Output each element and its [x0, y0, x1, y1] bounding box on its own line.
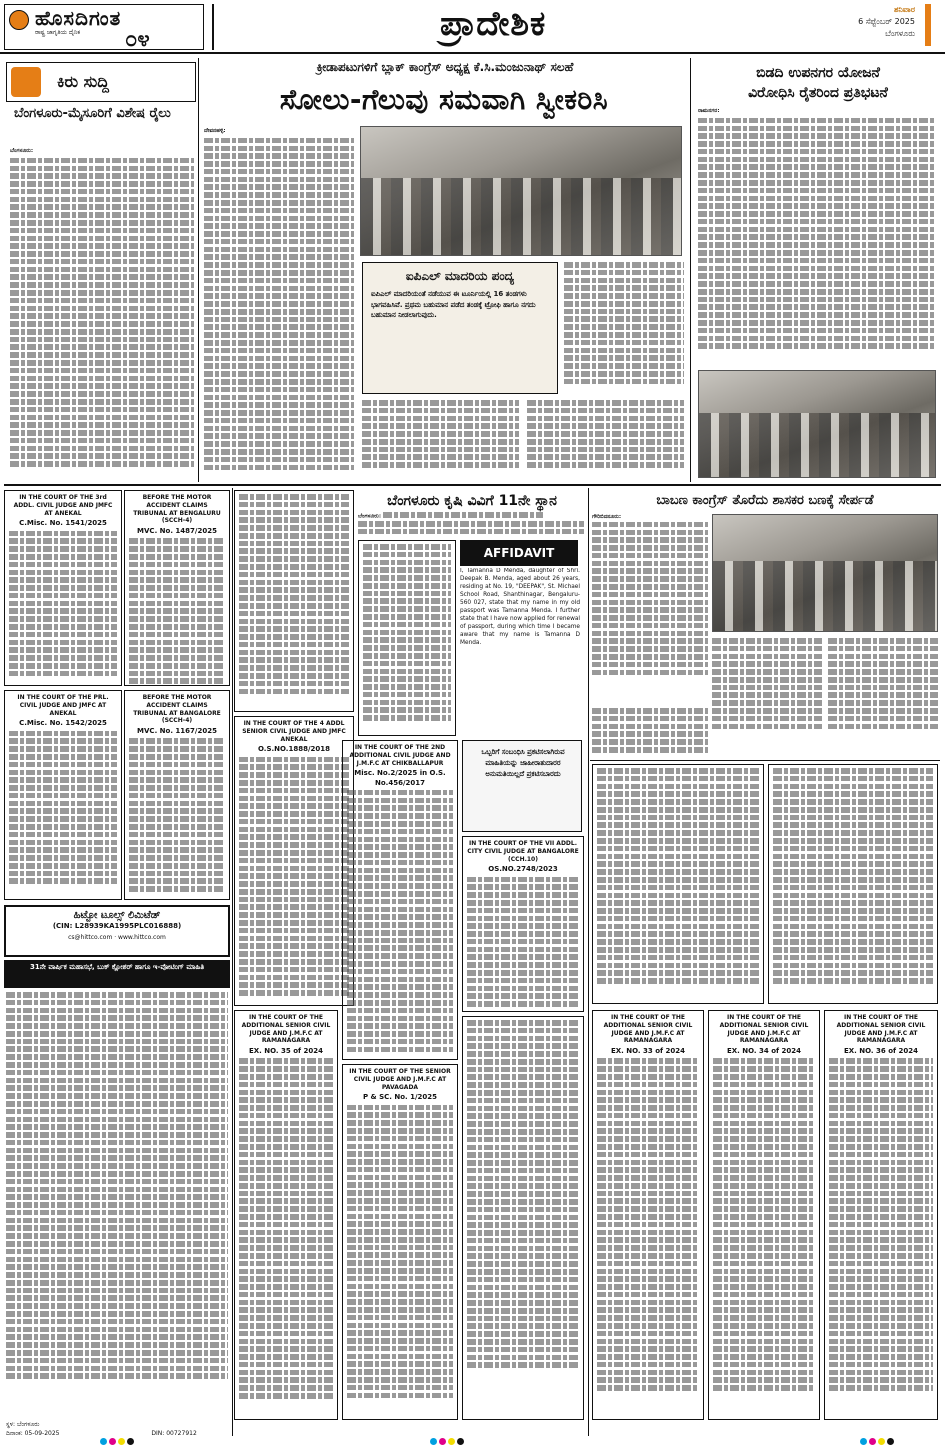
kirusuddi-label: ಕಿರು ಸುದ್ದಿ [57, 72, 109, 91]
lead-photo [360, 126, 682, 256]
lead-body-col1 [204, 128, 354, 478]
protest-photo [698, 370, 936, 478]
notice-case-number: Misc. No.2/2025 in O.S. No.456/2017 [354, 769, 446, 787]
court-notice [708, 1010, 820, 1420]
column-rule [588, 488, 589, 1436]
ad-website[interactable]: www.hittco.com [118, 934, 166, 942]
notice-case-number: OS.NO.2748/2023 [488, 865, 558, 874]
footer-din: DIN: 00727912 [151, 1430, 197, 1437]
ipl-body: ಐಪಿಎಲ್ ಮಾದರಿಯಂತೆ ನಡೆಯುವ ಈ ಟೂರ್ನಿಯಲ್ಲಿ 16 ತಂಡಗಳು ಭಾಗವಹಿಸಿವೆ. ಪ್ರಥಮ ಬಹುಮಾನ ಪಡೆದ ತಂಡಕ್ಕೆ ಟ್ರೋಫಿ ಹಾಗೂ ನಗದು ಬಹುಮಾನ ನೀಡಲಾಗುವುದು. [371, 290, 536, 319]
tribunal-notice [124, 490, 230, 686]
column-rule [690, 58, 691, 482]
affidavit-label: AFFIDAVIT [460, 540, 578, 566]
notice-title: BEFORE THE MOTOR ACCIDENT CLAIMS TRIBUNAL AT BANGALORE (SCCH-4) [133, 694, 221, 725]
notice-title: IN THE COURT OF THE ADDITIONAL SENIOR CIVIL JUDGE AND J.M.F.C AT RAMANAGARA [603, 1014, 693, 1045]
footer-place: ಸ್ಥಳ: ಬೆಂಗಳೂರು [6, 1421, 40, 1428]
affidavit-text: I, Tamanna D Menda, daughter of Shri. Deepak B. Menda, aged about 26 years, residing at No. 19, "DEEPAK", St. Michael School Road, Shanthinagar, Bengaluru-560 027, state that my name in my old passport was Tamanna Menda. I further state that I have now applied for renewal of passport, during which time I became aware that my name is Tamanna D Menda. [460, 568, 580, 646]
lead-body-bottom [362, 400, 684, 478]
notice-case-number: EX. NO. 33 of 2024 [611, 1047, 685, 1056]
kirusuddi-header [6, 62, 196, 102]
section-title: ಪ್ರಾದೇಶಿಕ [440, 4, 547, 44]
lead-kicker: ಕ್ರೀಡಾಪಟುಗಳಿಗೆ ಬ್ಲಾಕ್ ಕಾಂಗ್ರೆಸ್ ಅಧ್ಯಕ್ಷ ಕೆ.ಸಿ.ಮಂಜುನಾಥ್ ಸಲಹೆ [316, 60, 574, 74]
lead-headline: ಸೋಲು-ಗೆಲುವು ಸಮವಾಗಿ ಸ್ವೀಕರಿಸಿ [279, 83, 609, 116]
footer-date: ದಿನಾಂಕ: 05-09-2025 [6, 1430, 60, 1437]
kannada-disclaimer-box [462, 740, 582, 832]
kannada-disclaimer-text: ಒಬ್ಬರಿಗೆ ಸಂಬಂಧಿಸಿ ಪ್ರಕಟಿಸಲಾಗಿರುವ ಮಾಹಿತಿಯನ್ನು ಜಾಹೀರಾತುದಾರರ ಅನುಮತಿಯಿಲ್ಲದೆ ಪ್ರಕಟಿಸಬಾರದು [481, 748, 565, 779]
kannada-notice [358, 540, 456, 736]
kirusuddi-headline: ಬೆಂಗಳೂರು-ಮೈಸೂರಿಗೆ ವಿಶೇಷ ರೈಲು [14, 106, 171, 121]
notice-case-number: MVC. No. 1167/2025 [137, 727, 217, 736]
ad-company: ಹಿಟ್ಟೋ ಟೂಲ್ಸ್ ಲಿಮಿಟೆಡ್ [73, 910, 161, 921]
right-story-kicker: ಬಿಡದಿ ಉಪನಗರ ಯೋಜನೆ [756, 65, 880, 81]
court-notice [4, 690, 122, 900]
color-registration-marks [860, 1438, 896, 1446]
mid-story-headline: ಬೆಂಗಳೂರು ಕೃಷಿ ವಿವಿಗೆ 11ನೇ ಸ್ಥಾನ [387, 493, 557, 509]
gauribidanur-body-col2 [712, 638, 938, 754]
ipl-sidebar [362, 262, 558, 394]
party-joining-image [713, 561, 937, 631]
court-notice [4, 490, 122, 686]
ad-cin: (CIN: L28939KA1995PLC016888) [52, 922, 182, 931]
notice-case-number: O.S.NO.1888/2018 [258, 745, 330, 754]
court-notice [342, 740, 458, 1060]
tribunal-notice [124, 690, 230, 900]
gauribidanur-dateline: ಗೌರಿಬಿದನೂರು: [592, 514, 622, 520]
court-notice [234, 716, 354, 1006]
ad-footer [6, 1420, 226, 1438]
right-story-body [698, 108, 936, 366]
notice-case-number: EX. NO. 35 of 2024 [249, 1047, 323, 1056]
notice-title: IN THE COURT OF THE SENIOR CIVIL JUDGE AND J.M.F.C AT PAVAGADA [349, 1068, 451, 1091]
agm-notice-body [6, 992, 228, 1412]
kannada-notice [592, 764, 764, 1004]
kannada-notice [768, 764, 938, 1004]
notice-case-number: EX. NO. 36 of 2024 [844, 1047, 918, 1056]
notice-title: IN THE COURT OF THE 4 ADDL SENIOR CIVIL JUDGE AND JMFC ANEKAL [242, 720, 346, 743]
divider [590, 760, 940, 761]
issue-day: ಶನಿವಾರ [893, 5, 915, 14]
issue-city: ಬೆಂಗಳೂರು [885, 29, 915, 38]
notice-title: IN THE COURT OF THE 3rd ADDL. CIVIL JUDGE AND JMFC AT ANEKAL [13, 494, 113, 517]
notice-title: IN THE COURT OF THE ADDITIONAL SENIOR CIVIL JUDGE AND J.M.F.C AT RAMANAGARA [719, 1014, 809, 1045]
notice-title: IN THE COURT OF THE ADDITIONAL SENIOR CIVIL JUDGE AND J.M.F.C AT RAMANAGARA [836, 1014, 926, 1045]
issue-date: 6 ಸೆಪ್ಟೆಂಬರ್ 2025 [858, 17, 915, 26]
notice-case-number: MVC. No. 1487/2025 [137, 527, 217, 536]
section-divider [4, 484, 941, 486]
hittco-ad: ಹಿಟ್ಟೋ ಟೂಲ್ಸ್ ಲಿಮಿಟೆಡ್ (CIN: L28939KA1995PLC016888) cs@hittco.com · www.hittco.com [4, 905, 230, 957]
court-notice [462, 836, 584, 1012]
gauribidanur-body-col1 [592, 514, 708, 704]
newspaper-logo [4, 4, 204, 50]
mid-story-dateline: ಬೆಂಗಳೂರು: [358, 513, 382, 520]
page-number: ೦೪ [125, 27, 150, 52]
notice-case-number: EX. NO. 34 of 2024 [727, 1047, 801, 1056]
logo-name: ಹೊಸದಿಗಂತ [35, 6, 122, 30]
protest-image [699, 413, 935, 477]
kannada-notice [234, 490, 354, 712]
mid-story-body [358, 512, 584, 536]
kannada-notice [462, 1016, 584, 1420]
logo-tagline: ರಾಷ್ಟ್ರ ಜಾಗೃತಿಯ ದೈನಿಕ [35, 29, 81, 36]
masthead [0, 0, 945, 54]
column-rule [232, 488, 233, 1436]
lead-dateline: ದೇವನಹಳ್ಳಿ: [204, 128, 226, 134]
notice-case-number: C.Misc. No. 1542/2025 [19, 719, 107, 728]
column-rule [198, 58, 199, 482]
color-registration-marks [100, 1438, 136, 1446]
agm-banner: 31ನೇ ವಾರ್ಷಿಕ ಮಹಾಸಭೆ, ಬುಕ್ ಕ್ಲೋಶರ್ ಹಾಗೂ ಇ-ವೋಟಿಂಗ್ ಮಾಹಿತಿ [4, 960, 230, 988]
color-registration-marks [430, 1438, 466, 1446]
accent-bar [925, 4, 931, 46]
masthead-divider [212, 4, 214, 50]
logo-emblem-icon [9, 10, 29, 30]
gauribidanur-headline: ಬಾಬಣ ಕಾಂಗ್ರೆಸ್ ತೊರೆದು ಶಾಸಕರ ಬಣಕ್ಕೆ ಸೇರ್ಪಡೆ [656, 493, 874, 508]
notice-case-number: C.Misc. No. 1541/2025 [19, 519, 107, 528]
kirusuddi-body [10, 148, 194, 478]
group-photo-image [361, 178, 681, 255]
court-notice [824, 1010, 938, 1420]
notice-title: IN THE COURT OF THE PRL. CIVIL JUDGE AND JMFC AT ANEKAL [17, 694, 109, 717]
date-block [858, 4, 915, 40]
right-story-headline: ವಿರೋಧಿಸಿ ರೈತರಿಂದ ಪ್ರತಿಭಟನೆ [748, 85, 888, 101]
court-notice [342, 1064, 458, 1420]
notice-case-number: P & SC. No. 1/2025 [362, 1093, 438, 1102]
court-notice [234, 1010, 338, 1420]
notice-title: IN THE COURT OF THE VII ADDL. CITY CIVIL JUDGE AT BANGALORE (CCH.10) [467, 840, 579, 863]
gauribidanur-body-col1b [592, 708, 708, 756]
notice-title: BEFORE THE MOTOR ACCIDENT CLAIMS TRIBUNAL AT BENGALURU (SCCH-4) [133, 494, 221, 525]
gauribidanur-photo [712, 514, 938, 632]
kirusuddi-dateline: ಬೆಂಗಳೂರು: [10, 148, 34, 154]
ad-email[interactable]: cs@hittco.com [68, 934, 113, 942]
notice-title: IN THE COURT OF THE 2ND ADDITIONAL CIVIL JUDGE AND J.M.F.C AT CHIKBALLAPUR [349, 744, 451, 767]
ipl-title: ಐಪಿಎಲ್ ಮಾದರಿಯ ಪಂದ್ಯ [405, 269, 515, 283]
court-notice [592, 1010, 704, 1420]
right-story-dateline: ರಾಮನಗರ: [698, 108, 720, 114]
megaphone-icon [11, 67, 41, 97]
notice-title: IN THE COURT OF THE ADDITIONAL SENIOR CIVIL JUDGE AND J.M.F.C AT RAMANAGARA [241, 1014, 331, 1045]
lead-body-col3 [564, 262, 684, 394]
